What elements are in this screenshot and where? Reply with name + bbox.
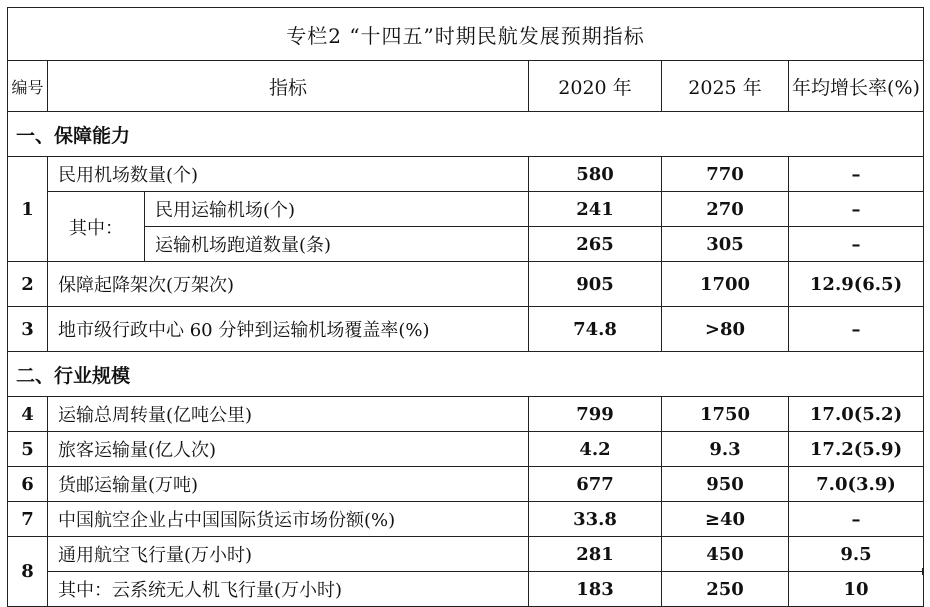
table-row [8, 307, 924, 352]
value-2020: 33.8 [529, 502, 662, 537]
table-row [8, 397, 924, 432]
value-2025: 770 [662, 157, 789, 192]
table-row [8, 432, 924, 467]
row-label: 中国航空企业占中国国际货运市场份额(%) [48, 502, 529, 537]
table-row [8, 262, 924, 307]
table-row [8, 537, 924, 572]
table-row [8, 157, 924, 192]
row-id: 5 [8, 432, 48, 467]
header-2025: 2025 年 [662, 61, 789, 112]
value-growth: – [789, 227, 924, 262]
section-title: 一、保障能力 [8, 112, 924, 157]
row-id: 2 [8, 262, 48, 307]
table-title: 专栏2 “十四五”时期民航发展预期指标 [8, 8, 924, 61]
row-label: 民用运输机场(个) [145, 192, 529, 227]
value-2025: 305 [662, 227, 789, 262]
value-growth: – [789, 502, 924, 537]
value-growth: – [789, 157, 924, 192]
header-indicator: 指标 [48, 61, 529, 112]
section-title: 二、行业规模 [8, 352, 924, 397]
table-row [8, 192, 924, 227]
section-row [8, 352, 924, 397]
row-id: 1 [8, 157, 48, 262]
header-row [8, 61, 924, 112]
table-row [8, 227, 924, 262]
value-2025: ≥40 [662, 502, 789, 537]
row-label: 民用机场数量(个) [48, 157, 529, 192]
row-label: 旅客运输量(亿人次) [48, 432, 529, 467]
value-2025: 250 [662, 572, 789, 607]
value-growth: 10 [789, 572, 924, 607]
row-label: 地市级行政中心 60 分钟到运输机场覆盖率(%) [48, 307, 529, 352]
value-growth: 12.9(6.5) [789, 262, 924, 307]
section-row [8, 112, 924, 157]
value-2025: 1750 [662, 397, 789, 432]
value-growth: 7.0(3.9) [789, 467, 924, 502]
value-2020: 74.8 [529, 307, 662, 352]
value-2025: 9.3 [662, 432, 789, 467]
row-id: 4 [8, 397, 48, 432]
table-row [8, 502, 924, 537]
value-growth: 17.0(5.2) [789, 397, 924, 432]
value-2020: 677 [529, 467, 662, 502]
row-label: 其中：云系统无人机飞行量(万小时) [48, 572, 529, 607]
value-2020: 281 [529, 537, 662, 572]
value-2020: 799 [529, 397, 662, 432]
row-id: 8 [8, 537, 48, 607]
value-growth: – [789, 192, 924, 227]
value-2025: 950 [662, 467, 789, 502]
row-label: 通用航空飞行量(万小时) [48, 537, 529, 572]
value-2025: 270 [662, 192, 789, 227]
table-row [8, 572, 924, 607]
table-title-row [8, 8, 924, 61]
value-2025: >80 [662, 307, 789, 352]
value-2025: 1700 [662, 262, 789, 307]
value-2020: 4.2 [529, 432, 662, 467]
row-id: 6 [8, 467, 48, 502]
value-2020: 265 [529, 227, 662, 262]
indicators-table [7, 7, 924, 607]
sub-label: 其中： [48, 192, 145, 262]
value-2020: 241 [529, 192, 662, 227]
table-row [8, 467, 924, 502]
value-2020: 905 [529, 262, 662, 307]
value-2025: 450 [662, 537, 789, 572]
row-id: 3 [8, 307, 48, 352]
value-2020: 580 [529, 157, 662, 192]
header-id: 编号 [8, 61, 48, 112]
value-2020: 183 [529, 572, 662, 607]
row-label: 货邮运输量(万吨) [48, 467, 529, 502]
table-continuation-edge [7, 568, 923, 575]
row-id: 7 [8, 502, 48, 537]
row-label: 运输机场跑道数量(条) [145, 227, 529, 262]
value-growth: – [789, 307, 924, 352]
value-growth: 17.2(5.9) [789, 432, 924, 467]
row-label: 运输总周转量(亿吨公里) [48, 397, 529, 432]
value-growth: 9.5 [789, 537, 924, 572]
row-label: 保障起降架次(万架次) [48, 262, 529, 307]
header-2020: 2020 年 [529, 61, 662, 112]
header-growth: 年均增长率(%) [789, 61, 924, 112]
